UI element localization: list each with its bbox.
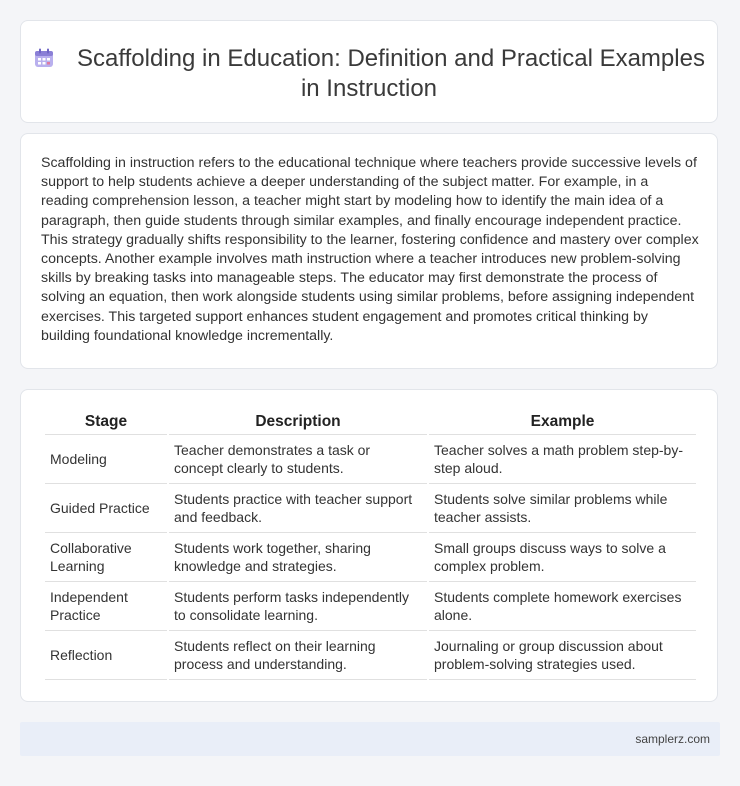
cell-example: Journaling or group discussion about problem-solving strategies used. bbox=[429, 631, 696, 680]
cell-stage: Guided Practice bbox=[45, 484, 167, 533]
cell-example: Teacher solves a math problem step-by-step aloud. bbox=[429, 435, 696, 484]
intro-card bbox=[20, 133, 718, 369]
cell-stage: Independent Practice bbox=[45, 582, 167, 631]
table-row bbox=[45, 631, 696, 680]
footer-source: samplerz.com bbox=[635, 732, 710, 746]
cell-description: Teacher demonstrates a task or concept clearly to students. bbox=[169, 435, 427, 484]
header-description: Description bbox=[169, 412, 427, 435]
title-card bbox=[20, 20, 718, 123]
header-stage: Stage bbox=[45, 412, 167, 435]
footer-bar bbox=[20, 722, 720, 756]
cell-example: Students solve similar problems while teacher assists. bbox=[429, 484, 696, 533]
table-card bbox=[20, 389, 718, 702]
cell-example: Students complete homework exercises alone. bbox=[429, 582, 696, 631]
cell-stage: Collaborative Learning bbox=[45, 533, 167, 582]
page-title-wrap bbox=[21, 44, 717, 104]
cell-description: Students reflect on their learning process and understanding. bbox=[169, 631, 427, 680]
table-row bbox=[45, 582, 696, 631]
table-header-row bbox=[45, 412, 696, 435]
table-row bbox=[45, 435, 696, 484]
page-title: Scaffolding in Education: Definition and Practical Examples in Instruction bbox=[77, 45, 705, 102]
table-row bbox=[45, 533, 696, 582]
cell-description: Students practice with teacher support and feedback. bbox=[169, 484, 427, 533]
cell-stage: Modeling bbox=[45, 435, 167, 484]
stages-table bbox=[43, 412, 698, 680]
header-example: Example bbox=[429, 412, 696, 435]
cell-stage: Reflection bbox=[45, 631, 167, 680]
cell-description: Students work together, sharing knowledge and strategies. bbox=[169, 533, 427, 582]
cell-description: Students perform tasks independently to consolidate learning. bbox=[169, 582, 427, 631]
table-row bbox=[45, 484, 696, 533]
intro-paragraph: Scaffolding in instruction refers to the educational technique where teachers provide successive levels of support to help students achieve a deeper understanding of the subject matter. For example, in a reading comprehension lesson, a teacher might start by modeling how to identify the main idea of a paragraph, then guide students through similar examples, and finally encourage independent practice. This strategy gradually shifts responsibility to the learner, fostering confidence and mastery over complex concepts. Another example involves math instruction where a teacher introduces new problem-solving skills by breaking tasks into manageable steps. The educator may first demonstrate the process of solving an equation, then work alongside students using similar problems, before assigning independent exercises. This targeted support enhances student engagement and promotes critical thinking by building foundational knowledge incrementally. bbox=[41, 155, 699, 344]
calendar-icon bbox=[33, 47, 55, 69]
cell-example: Small groups discuss ways to solve a complex problem. bbox=[429, 533, 696, 582]
